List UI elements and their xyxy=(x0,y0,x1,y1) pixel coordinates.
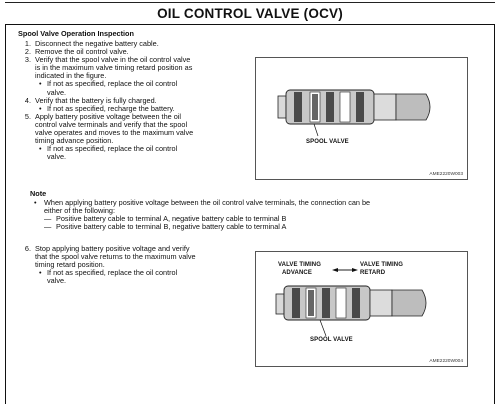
note-option-text: Positive battery cable to terminal A, negative battery cable to terminal B xyxy=(56,214,287,224)
figure-spool-advance-retard xyxy=(255,251,468,367)
step-item xyxy=(18,113,248,145)
step-text-line: valve operates and moves to the maximum valve xyxy=(35,128,194,138)
step-number: 3. xyxy=(24,55,31,65)
dash-icon: — xyxy=(44,222,52,232)
step-number: 4. xyxy=(24,95,31,105)
top-rule xyxy=(5,2,495,3)
substep-text-line: If not as specified, replace the oil control xyxy=(47,79,178,89)
step-number: 5. xyxy=(24,111,31,121)
step-text-line: that the spool valve returns to the maximum valve xyxy=(35,252,196,262)
figure2-advance-label-1: VALVE TIMING xyxy=(278,262,321,268)
step-text-line: is in the maximum valve timing retard position as xyxy=(35,63,193,73)
bullet-icon: • xyxy=(39,79,42,89)
step-text-line: Verify that the battery is fully charged. xyxy=(35,95,157,105)
step-number: 1. xyxy=(24,39,31,48)
right-border xyxy=(494,24,495,404)
step-text-line: Apply battery positive voltage between the oil xyxy=(35,111,182,121)
step-text-line: timing retard position. xyxy=(35,260,105,270)
note-body xyxy=(30,199,470,231)
step-item xyxy=(18,245,248,269)
substep-text-line: If not as specified, replace the oil control xyxy=(47,144,178,154)
bullet-icon: • xyxy=(39,144,42,154)
figure2-retard-label-2: RETARD xyxy=(360,270,386,276)
bullet-icon: • xyxy=(39,268,42,278)
step-number: 6. xyxy=(24,244,31,253)
step-text-line: Remove the oil control valve. xyxy=(35,47,129,57)
bullet-icon: • xyxy=(39,103,42,113)
note-option-text: Positive battery cable to terminal B, negative battery cable to terminal A xyxy=(56,222,287,232)
step-substep xyxy=(18,145,248,161)
spool-valve-illustration xyxy=(256,58,467,179)
step-text-line: Verify that the spool valve in the oil control valve xyxy=(35,55,191,65)
step-number: 2. xyxy=(24,47,31,57)
step-text-line: timing advance position. xyxy=(35,136,114,146)
figure1-code: AME2220W003 xyxy=(429,172,463,177)
note-heading: Note xyxy=(30,189,47,198)
title-divider xyxy=(5,24,495,25)
figure-spool-retard xyxy=(255,57,468,180)
step-substep xyxy=(18,80,248,96)
bullet-icon: • xyxy=(34,198,37,207)
step-substep xyxy=(18,269,248,285)
substep-text-line: valve. xyxy=(47,152,67,162)
figure2-advance-label-2: ADVANCE xyxy=(282,270,312,276)
step-text-line: indicated in the figure. xyxy=(35,71,107,81)
note-text-line: When applying battery positive voltage between the oil control valve terminals, the connection can be xyxy=(44,198,371,207)
note-item xyxy=(30,199,470,215)
left-border xyxy=(5,24,6,404)
note-text-line: either of the following: xyxy=(44,206,115,216)
step-item xyxy=(18,56,248,80)
substep-text-line: valve. xyxy=(47,276,67,286)
figure2-spool-label: SPOOL VALVE xyxy=(310,337,353,343)
section-heading: Spool Valve Operation Inspection xyxy=(18,29,134,38)
page-title: OIL CONTROL VALVE (OCV) xyxy=(157,6,343,21)
step-text-line: Stop applying battery positive voltage and verify xyxy=(35,244,190,253)
substep-text-line: If not as specified, replace the oil control xyxy=(47,268,178,278)
spool-valve-illustration-2 xyxy=(256,252,467,366)
substep-text-line: If not as specified, recharge the battery. xyxy=(47,103,175,113)
dash-icon: — xyxy=(44,214,52,224)
step-text-line: Disconnect the negative battery cable. xyxy=(35,39,159,48)
note-option xyxy=(30,223,470,231)
substep-text-line: valve. xyxy=(47,87,67,97)
figure1-label: SPOOL VALVE xyxy=(306,139,349,145)
step-6 xyxy=(18,245,248,285)
steps-list xyxy=(18,40,248,161)
figure2-code: AME2220W004 xyxy=(429,359,463,364)
step-text-line: control valve terminals and verify that the spool xyxy=(35,119,188,129)
figure2-retard-label-1: VALVE TIMING xyxy=(360,262,403,268)
